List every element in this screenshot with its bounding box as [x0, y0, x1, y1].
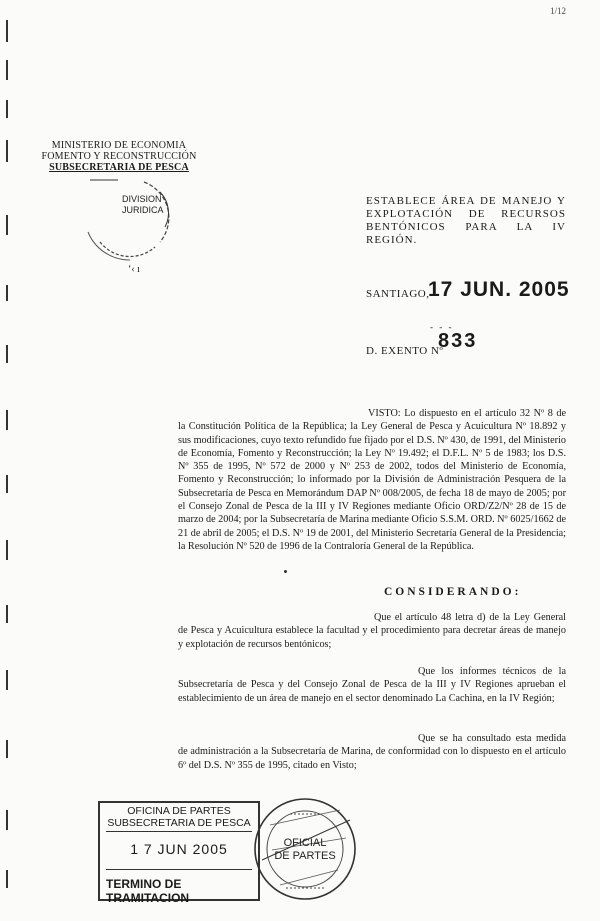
handwritten-mark: ʻ‹ ı — [128, 264, 140, 275]
seal-text: DE PARTES — [274, 850, 336, 862]
decree-number: 833 — [438, 330, 478, 352]
oficina-partes-stamp — [98, 801, 260, 905]
stamp-divider — [106, 869, 252, 870]
seal-text: JURIDICA — [122, 205, 164, 215]
ministry-line: FOMENTO Y RECONSTRUCCIÓN — [41, 151, 197, 162]
stamp-status: TERMINO DE TRAMITACION — [106, 877, 190, 905]
margin-mark — [6, 345, 8, 363]
margin-mark — [6, 215, 8, 235]
margin-mark — [6, 100, 8, 118]
decree-marks: - - - — [430, 322, 454, 332]
decree-title: ESTABLECE ÁREA DE MANEJO Y EXPLOTACIÓN DE RECURSOS BENTÓNICOS PARA LA IV REGIÓN. — [366, 195, 566, 246]
margin-mark — [6, 285, 8, 301]
margin-mark — [6, 740, 8, 758]
margin-mark — [6, 605, 8, 623]
margin-mark — [6, 540, 8, 560]
speck — [284, 570, 287, 573]
juridica-seal — [60, 172, 180, 262]
considerando-paragraph: Que se ha consultado esta medida de administración a la Subsecretaría de Marina, de conformidad con lo dispuesto en el artículo 6º del D.S. Nº 355 de 1995, citado en Visto; — [178, 733, 566, 771]
margin-mark — [6, 670, 8, 690]
ministry-line: MINISTERIO DE ECONOMIA — [51, 140, 187, 151]
seal-text: OFICIAL — [283, 837, 327, 849]
stamp-date: 1 7 JUN 2005 — [130, 841, 228, 857]
margin-mark — [6, 60, 8, 80]
seal-text: DIVISION — [122, 194, 162, 204]
margin-mark — [6, 475, 8, 493]
page-reference: 1/12 — [550, 6, 567, 16]
margin-mark — [6, 870, 8, 888]
decree-label: D. EXENTO Nº — [366, 345, 444, 357]
subsecretaria-line: SUBSECRETARIA DE PESCA — [49, 162, 189, 173]
considerando-paragraph: Que los informes técnicos de la Subsecretaría de Pesca y del Consejo Zonal de Pesca de la III y IV Regiones aprueban el establecimiento de un área de manejo en el sector denominado La Cachina, en la IV Región; — [178, 666, 566, 704]
stamp-line: OFICINA DE PARTES — [127, 805, 231, 817]
margin-mark — [6, 20, 8, 42]
stamp-line: SUBSECRETARIA DE PESCA — [107, 817, 251, 829]
margin-mark — [6, 140, 8, 162]
stamp-divider — [106, 831, 252, 832]
visto-paragraph: VISTO: Lo dispuesto en el artículo 32 Nº 8 de la Constitución Política de la República; la Ley General de Pesca y Acuicultura Nº 18.892 y sus modificaciones, cuyo texto refundido fue fijado por el D.S. Nº 430, de 1991, del Ministerio de Economía, Fomento y Reconstrucción; la Ley Nº 19.492; el D.F.L. Nº 5 de 1983; los D.S. Nº 355 de 1995, Nº 572 de 2000 y Nº 253 de 2002, todos del Ministerio de Economía, Fomento y Reconstrucción; lo informado por la División de Administración Pesquera de la Subsecretaría de Pesca en Memorándum DAP Nº 008/2005, de fecha 18 de mayo de 2005; por el Consejo Zonal de Pesca de la III y IV Regiones mediante Oficio ORD/Z2/Nº 28 de 15 de marzo de 2004; por la Subsecretaría de Marina mediante Oficio S.S.M. ORD. Nº 6025/1662 de 21 de abril de 2005; el D.S. Nº 19 de 2001, del Ministerio Secretaría General de la Presidencia; la Resolución Nº 520 de 1996 de la Contraloría General de la República. — [178, 408, 566, 552]
decree-date: 17 JUN. 2005 — [428, 278, 570, 301]
ministry-header — [34, 140, 204, 173]
oficial-partes-seal — [250, 790, 360, 908]
considerando-paragraph: Que el artículo 48 letra d) de la Ley General de Pesca y Acuicultura establece la facultad y el procedimiento para decretar áreas de manejo y explotación de recursos bentónicos; — [178, 612, 566, 650]
considerando-heading: CONSIDERANDO: — [384, 586, 522, 598]
place-label: SANTIAGO, — [366, 288, 430, 300]
margin-mark — [6, 810, 8, 830]
margin-mark — [6, 410, 8, 430]
